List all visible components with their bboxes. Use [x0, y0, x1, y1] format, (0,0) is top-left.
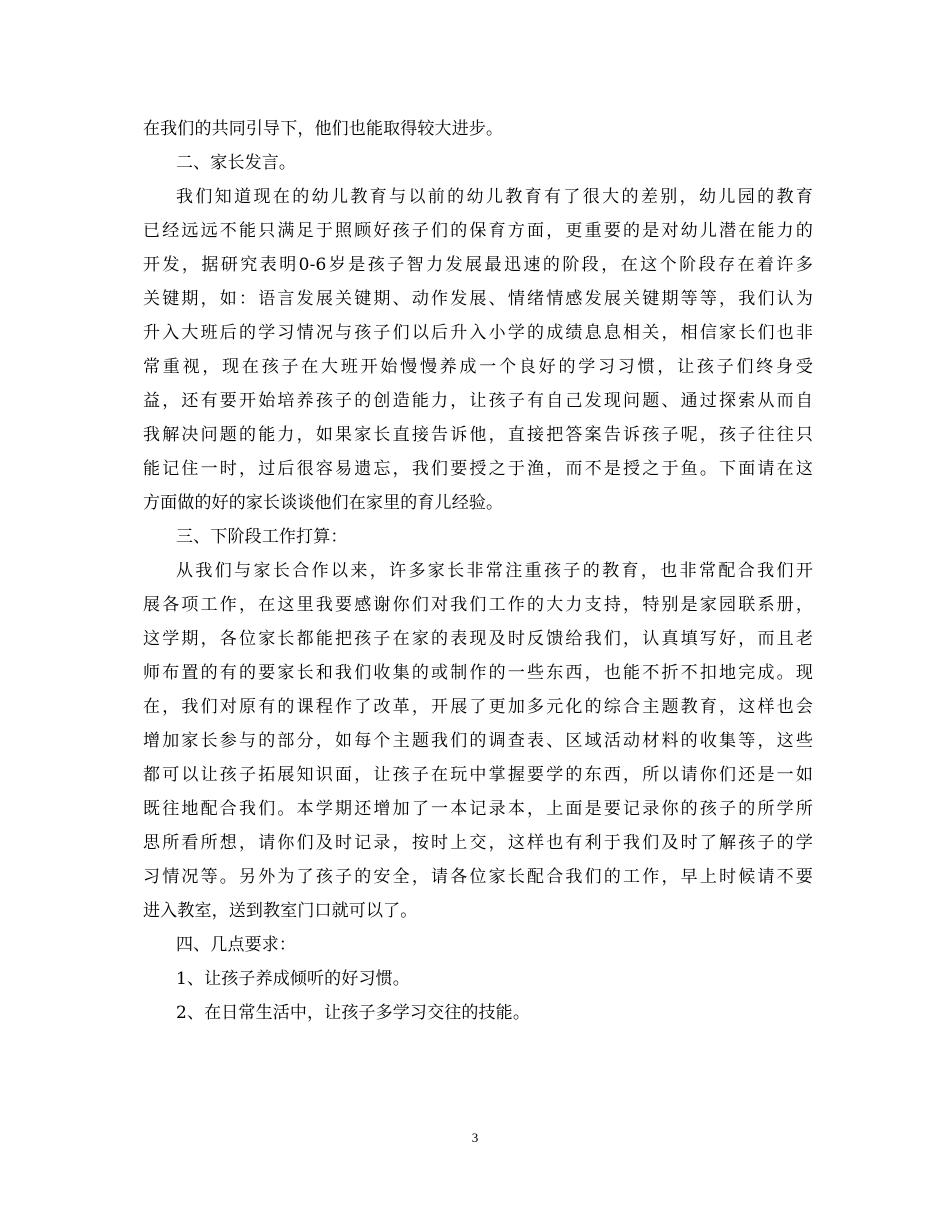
document-body [143, 112, 813, 1030]
text-line: 我们知道现在的幼儿教育与以前的幼儿教育有了很大的差别，幼儿园的教育 [176, 187, 813, 207]
text-line: 这学期，各位家长都能把孩子在家的表现及时反馈给我们，认真填写好，而且老 [143, 629, 813, 649]
text-line: 方面做的好的家长谈谈他们在家里的育儿经验。 [143, 493, 504, 513]
text-line: 进入教室，送到教室门口就可以了。 [143, 901, 418, 921]
text-line: 习情况等。另外为了孩子的安全，请各位家长配合我们的工作，早上时候请不要 [143, 867, 813, 887]
text-line: 既往地配合我们。本学期还增加了一本记录本，上面是要记录你的孩子的所学所 [143, 799, 813, 819]
text-line: 在我们的共同引导下，他们也能取得较大进步。 [143, 119, 504, 139]
text-line: 都可以让孩子拓展知识面，让孩子在玩中掌握要学的东西，所以请你们还是一如 [143, 765, 813, 785]
text-line: 二、家长发言。 [176, 153, 297, 173]
text-line: 师布置的有的要家长和我们收集的或制作的一些东西，也能不折不扣地完成。现 [143, 663, 813, 683]
text-line: 能记住一时，过后很容易遗忘，我们要授之于渔，而不是授之于鱼。下面请在这 [143, 459, 813, 479]
text-line: 开发，据研究表明0-6岁是孩子智力发展最迅速的阶段，在这个阶段存在着许多 [143, 255, 813, 275]
text-line: 2、在日常生活中，让孩子多学习交往的技能。 [176, 1003, 530, 1023]
text-line: 常重视，现在孩子在大班开始慢慢养成一个良好的学习习惯，让孩子们终身受 [143, 357, 813, 377]
text-line: 已经远远不能只满足于照顾好孩子们的保育方面，更重要的是对幼儿潜在能力的 [143, 221, 813, 241]
text-line: 益，还有要开始培养孩子的创造能力，让孩子有自己发现问题、通过探索从而自 [143, 391, 813, 411]
text-line: 思所看所想，请你们及时记录，按时上交，这样也有利于我们及时了解孩子的学 [143, 833, 813, 853]
text-line: 在，我们对原有的课程作了改革，开展了更加多元化的综合主题教育，这样也会 [143, 697, 813, 717]
text-line: 关键期，如：语言发展关键期、动作发展、情绪情感发展关键期等等，我们认为 [143, 289, 813, 309]
text-line: 我解决问题的能力，如果家长直接告诉他，直接把答案告诉孩子呢，孩子往往只 [143, 425, 813, 445]
text-line: 四、几点要求： [176, 935, 297, 955]
text-line: 展各项工作，在这里我要感谢你们对我们工作的大力支持，特别是家园联系册， [143, 595, 813, 615]
text-line: 增加家长参与的部分，如每个主题我们的调查表、区域活动材料的收集等，这些 [143, 731, 813, 751]
text-line: 从我们与家长合作以来，许多家长非常注重孩子的教育，也非常配合我们开 [176, 561, 813, 581]
text-line: 1、让孩子养成倾听的好习惯。 [176, 969, 410, 989]
text-line: 升入大班后的学习情况与孩子们以后升入小学的成绩息息相关，相信家长们也非 [143, 323, 813, 343]
page-number: 3 [471, 1130, 479, 1145]
text-line: 三、下阶段工作打算： [176, 527, 348, 547]
